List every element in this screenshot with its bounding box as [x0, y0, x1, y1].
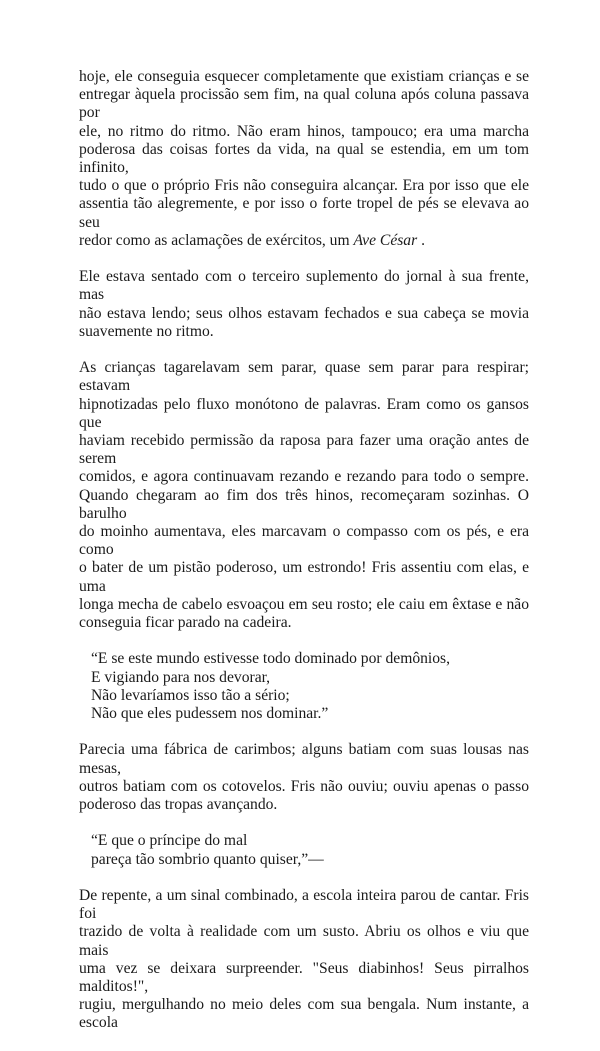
text-line	[79, 232, 529, 250]
paragraph-1	[79, 68, 529, 250]
text-fragment: redor como as aclamações de exércitos, um	[79, 231, 354, 249]
verse-line: “E que o príncipe do mal	[91, 832, 248, 850]
text-line: De repente, a um sinal combinado, a escola inteira parou de cantar. Fris foi	[79, 887, 529, 923]
text-line: trazido de volta à realidade com um susto. Abriu os olhos e viu que mais	[79, 923, 529, 959]
verse-line: “E se este mundo estivesse todo dominado por demônios,	[91, 650, 451, 668]
paragraph-4	[79, 741, 529, 814]
text-line: haviam recebido permissão da raposa para fazer uma oração antes de serem	[79, 432, 529, 468]
document-page	[79, 68, 529, 1051]
paragraph-5	[79, 887, 529, 1033]
text-line: entregar àquela procissão sem fim, na qual coluna após coluna passava por	[79, 86, 529, 122]
text-line: Ele estava sentado com o terceiro suplemento do jornal à sua frente, mas	[79, 268, 529, 304]
text-line: o bater de um pistão poderoso, um estrondo! Fris assentiu com elas, e uma	[79, 559, 529, 595]
text-line: comidos, e agora continuavam rezando e rezando para todo o sempre.	[79, 468, 529, 486]
verse-line: pareça tão sombrio quanto quiser,”—	[91, 850, 324, 868]
text-line: assentia tão alegremente, e por isso o forte tropel de pés se elevava ao seu	[79, 195, 529, 231]
text-line: hipnotizadas pelo fluxo monótono de palavras. Eram como os gansos que	[79, 395, 529, 431]
text-line: rugiu, mergulhando no meio deles com sua bengala. Num instante, a escola	[79, 996, 529, 1032]
text-line: Quando chegaram ao fim dos três hinos, recomeçaram sozinhas. O barulho	[79, 486, 529, 522]
text-line: outros batiam com os cotovelos. Fris não ouviu; ouviu apenas o passo	[79, 777, 529, 795]
text-line: longa mecha de cabelo esvoaçou em seu rosto; ele caiu em êxtase e não	[79, 595, 529, 613]
italic-phrase: Ave César	[353, 231, 418, 249]
text-line: hoje, ele conseguia esquecer completamente que existiam crianças e se	[79, 68, 529, 85]
text-line: As crianças tagarelavam sem parar, quase sem parar para respirar; estavam	[79, 359, 529, 395]
text-line: Parecia uma fábrica de carimbos; alguns batiam com suas lousas nas mesas,	[79, 741, 529, 777]
verse-block-2	[79, 832, 529, 868]
text-line: uma vez se deixara surpreender. "Seus diabinhos! Seus pirralhos malditos!",	[79, 959, 529, 996]
verse-line: Não levaríamos isso tão a sério;	[91, 686, 290, 704]
verse-line: Não que eles pudessem nos dominar.”	[91, 705, 329, 723]
paragraph-3	[79, 359, 529, 632]
text-line: conseguia ficar parado na cadeira.	[79, 614, 292, 632]
text-fragment: .	[417, 231, 425, 249]
text-line: poderoso das tropas avançando.	[79, 796, 278, 814]
text-line: do moinho aumentava, eles marcavam o compasso com os pés, e era como	[79, 523, 529, 559]
text-line: tudo o que o próprio Fris não conseguira alcançar. Era por isso que ele	[79, 177, 529, 195]
verse-block-1	[79, 650, 529, 723]
paragraph-2	[79, 268, 529, 341]
text-line: não estava lendo; seus olhos estavam fechados e sua cabeça se movia	[79, 304, 529, 322]
text-line: suavemente no ritmo.	[79, 322, 214, 340]
text-line: ele, no ritmo do ritmo. Não eram hinos, tampouco; era uma marcha	[79, 122, 529, 140]
verse-line: E vigiando para nos devorar,	[91, 668, 271, 686]
text-line: poderosa das coisas fortes da vida, na qual se estendia, em um tom infinito,	[79, 140, 529, 177]
